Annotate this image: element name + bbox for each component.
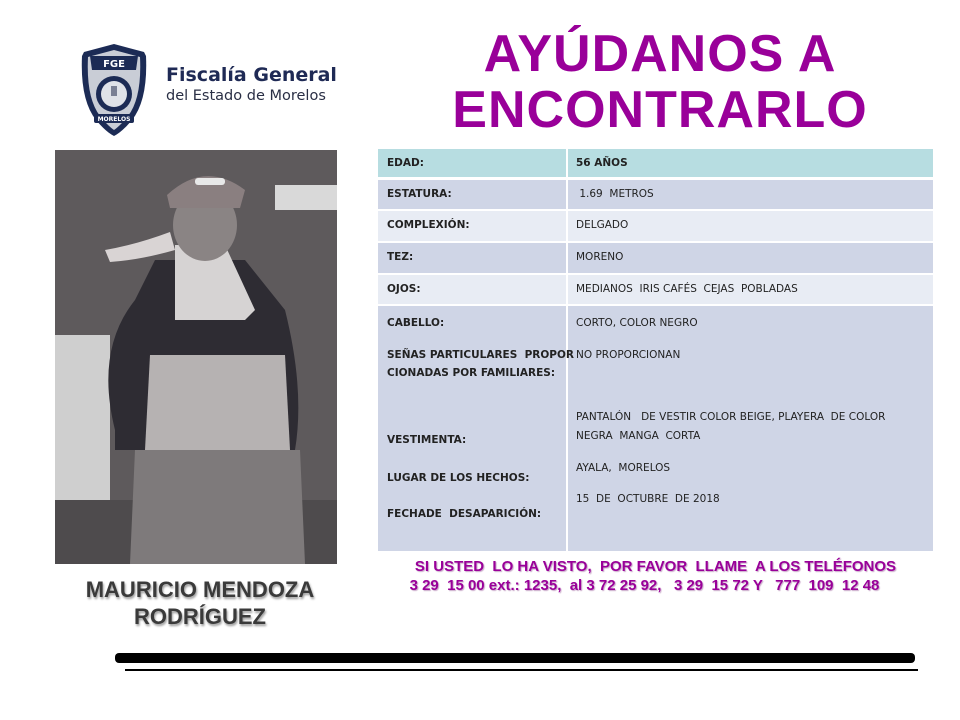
table-row-edad [378,149,933,177]
row-label: OJOS: [378,275,568,304]
fecha-value: 15 DE OCTUBRE DE 2018 [576,493,720,505]
headline-line2: ENCONTRARLO [452,81,868,139]
missing-person-photo [55,150,337,564]
contact-phone-numbers: 3 29 15 00 ext.: 1235, al 3 72 25 92, 3 29 15 72 Y 777 109 12 48 [409,577,880,594]
table-row-tez [378,243,933,273]
vestimenta-value-line1: PANTALÓN DE VESTIR COLOR BEIGE, PLAYERA DE COLOR [576,411,886,423]
svg-text:MORELOS: MORELOS [97,116,131,123]
senas-label-line2: CIONADAS POR FAMILIARES: [387,367,556,379]
svg-text:FGE: FGE [103,59,125,70]
row-value: 56 AÑOS [576,157,628,169]
row-label: EDAD: [378,149,568,177]
contact-line1: SI USTED LO HA VISTO, POR FAVOR LLAME A LOS TELÉFONOS [414,558,897,575]
row-label: ESTATURA: [378,180,568,209]
senas-value: NO PROPORCIONAN [576,349,681,361]
fecha-label: FECHADE DESAPARICIÓN: [387,508,542,520]
organization-name [166,64,337,106]
cabello-label: CABELLO: [387,317,445,329]
divider-thin [125,669,918,671]
table-row-complexion [378,211,933,241]
row-value: 1.69 METROS [576,188,654,200]
person-name [50,576,350,630]
divider-thick [115,653,915,663]
details-table [378,149,933,553]
vestimenta-label: VESTIMENTA: [387,434,467,446]
headline [440,26,880,138]
lugar-value: AYALA, MORELOS [576,462,671,474]
row-value: DELGADO [576,219,629,231]
cabello-value: CORTO, COLOR NEGRO [576,317,698,329]
lugar-label: LUGAR DE LOS HECHOS: [387,472,530,484]
vestimenta-value-line2: NEGRA MANGA CORTA [576,430,701,442]
fge-badge-icon [78,42,150,138]
org-name-line2: del Estado de Morelos [166,88,326,104]
person-name-line2: RODRÍGUEZ [134,604,266,629]
block-values [568,306,933,551]
table-row-estatura [378,180,933,209]
row-value: MEDIANOS IRIS CAFÉS CEJAS POBLADAS [576,283,798,295]
row-label: COMPLEXIÓN: [378,211,568,241]
row-label: TEZ: [378,243,568,273]
contact-call-to-action [378,557,933,595]
table-row-ojos [378,275,933,304]
senas-label-line1: SEÑAS PARTICULARES PROPOR [387,349,575,361]
table-row-details-block [378,306,933,551]
headline-line1: AYÚDANOS A [483,25,837,83]
row-value: MORENO [576,251,624,263]
org-name-line1: Fiscalía General [166,64,337,86]
block-labels [378,306,575,551]
person-name-line1: MAURICIO MENDOZA [85,577,315,602]
